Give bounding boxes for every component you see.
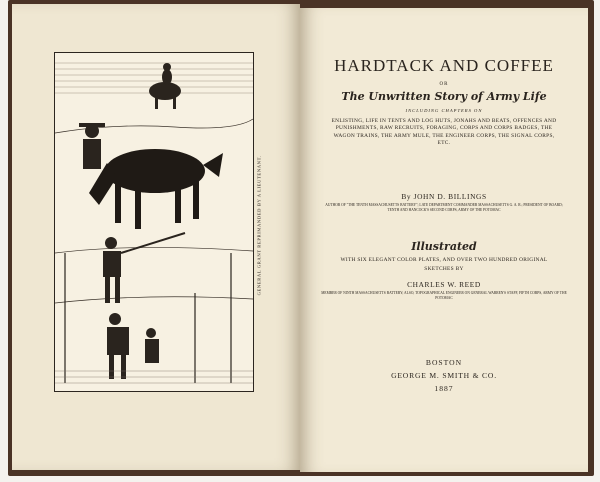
publication-city: BOSTON bbox=[425, 358, 463, 367]
illustrator-credentials: MEMBER OF NINTH MASSACHUSETTS BATTERY; ALSO, TOPOGRAPHICAL ENGINEER ON GENERAL WARREN'S STAFF, FIFTH CORPS, ARMY OF THE POTOMAC bbox=[321, 291, 567, 301]
including-chapters-label: INCLUDING CHAPTERS ON bbox=[405, 108, 483, 113]
title-or: OR bbox=[439, 82, 449, 87]
fence-posts bbox=[65, 253, 231, 383]
author-line: By JOHN D. BILLINGS bbox=[401, 192, 487, 201]
publisher-name: GEORGE M. SMITH & CO. bbox=[391, 371, 497, 380]
illustration-caption bbox=[252, 60, 266, 390]
distant-riders bbox=[149, 63, 181, 109]
horse-figure bbox=[89, 149, 223, 229]
chapter-list: ENLISTING, LIFE IN TENTS AND LOG HUTS, JONAHS AND BEATS, OFFENCES AND PUNISHMENTS, RAW RECRUITS, FORAGING, CORPS AND CORPS BADGES, THE WAGON TRAINS, THE ARMY MULE, THE ENGINEER CORPS, THE SIGNAL CORPS, ETC. bbox=[331, 118, 557, 147]
foreground-hatching bbox=[55, 371, 253, 383]
book-subtitle: The Unwritten Story of Army Life bbox=[341, 90, 547, 103]
illustrated-heading: Illustrated bbox=[411, 240, 477, 253]
publication-year: 1887 bbox=[434, 384, 454, 393]
lower-figures bbox=[107, 313, 159, 379]
rider-figure bbox=[79, 123, 105, 169]
book-title: HARDTACK AND COFFEE bbox=[334, 56, 554, 75]
soldier-figure bbox=[103, 233, 185, 303]
plates-description: WITH SIX ELEGANT COLOR PLATES, AND OVER TWO HUNDRED ORIGINAL SKETCHES BY bbox=[340, 257, 548, 272]
author-credentials: AUTHOR OF "THE TENTH MASSACHUSETTS BATTERY"; LATE DEPARTMENT COMMANDER MASSACHUSETTS G. A. R.; PRESIDENT OF BOARD; TENTH AND HANCOCK'S SECOND CORPS, ARMY OF THE POTOMAC bbox=[325, 203, 563, 213]
frontispiece-illustration bbox=[54, 52, 254, 392]
engraving-drawing bbox=[55, 53, 253, 391]
illustrator-name: CHARLES W. REED bbox=[407, 280, 481, 289]
caption-text: GENERAL GRANT REPRIMANDED BY A LIEUTENANT. bbox=[256, 155, 262, 295]
